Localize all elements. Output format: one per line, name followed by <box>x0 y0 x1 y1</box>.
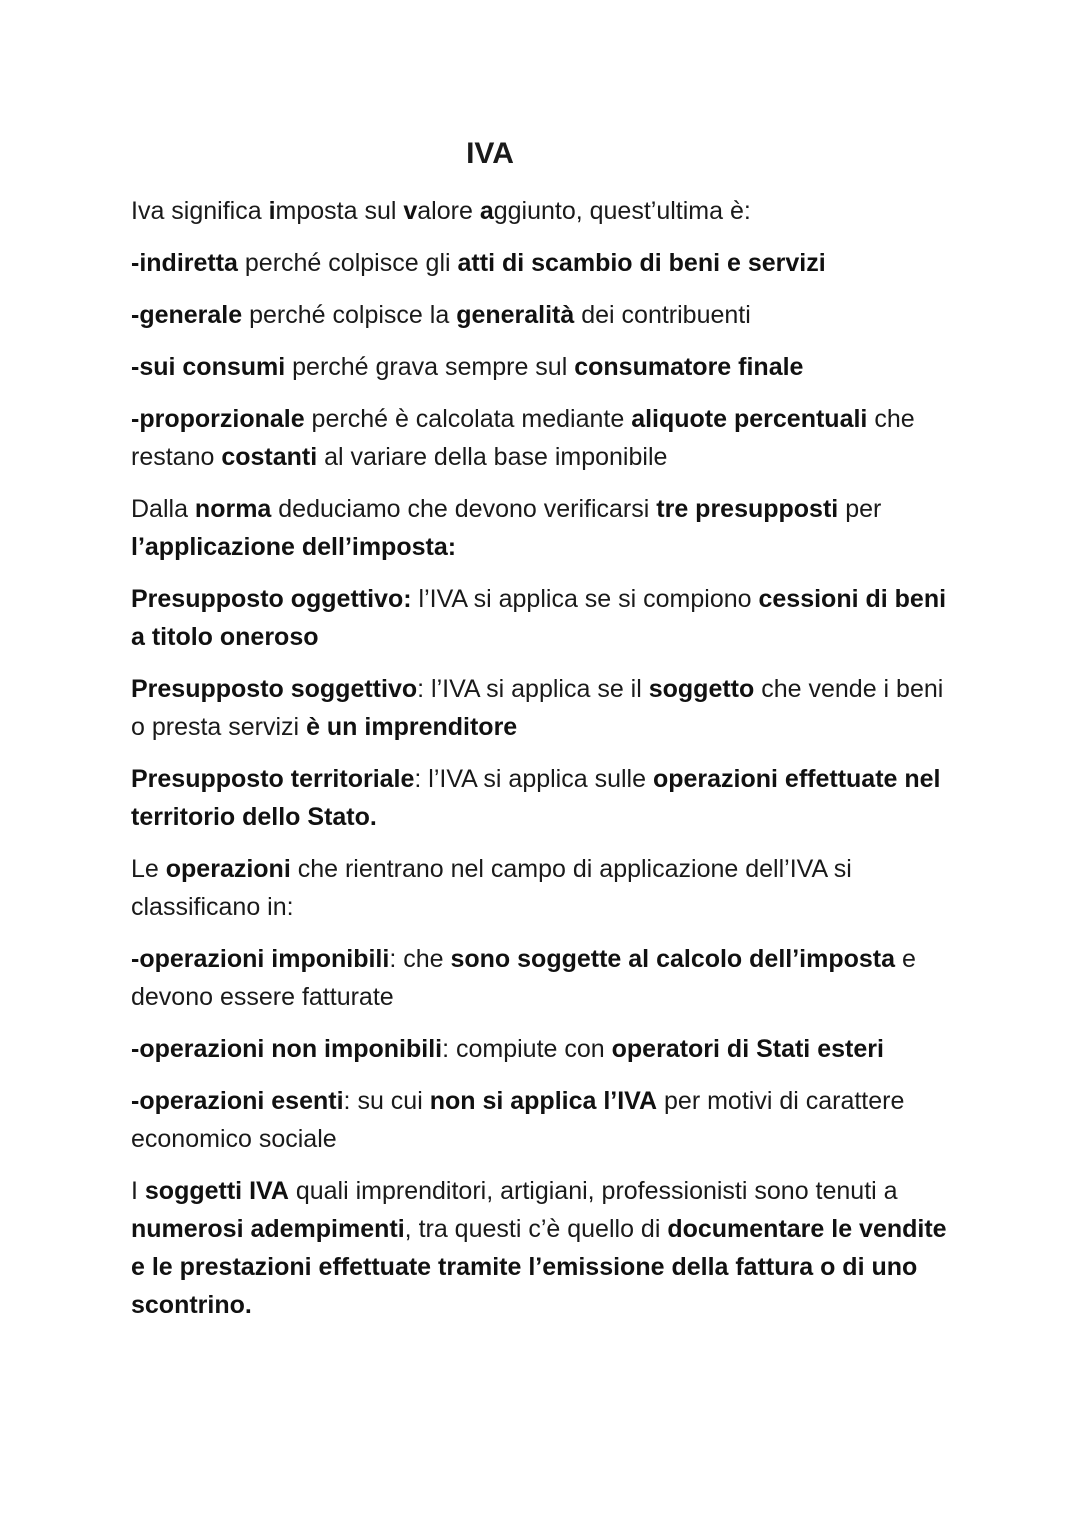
bold-text: i <box>268 197 276 225</box>
text: perché colpisce gli <box>237 249 458 277</box>
text: , tra questi c’è quello di <box>404 1215 668 1243</box>
bold-text: operatori di Stati esteri <box>611 1035 884 1063</box>
text: Dalla <box>131 495 195 523</box>
text: che restano <box>131 405 915 471</box>
text: mposta sul <box>275 197 404 225</box>
text: Le <box>131 855 166 883</box>
bold-text: -generale <box>131 301 243 329</box>
bold-text: non si applica l’IVA <box>429 1087 658 1115</box>
text: perché colpisce la <box>242 301 457 329</box>
paragraph-territoriale <box>131 760 961 836</box>
text: : compiute con <box>442 1035 612 1063</box>
bold-text: operazioni effettuate nel territorio dello Stato. <box>131 765 941 831</box>
text: che rientrano nel campo di applicazione dell’IVA si classificano in: <box>131 855 852 921</box>
text: al variare della base imponibile <box>317 443 668 471</box>
paragraph-esenti <box>131 1082 961 1158</box>
text: l’IVA si applica se si compiono <box>411 585 759 613</box>
bold-text: operazioni <box>165 855 291 883</box>
text: perché è calcolata mediante <box>304 405 632 433</box>
text: alore <box>417 197 480 225</box>
text: perché grava sempre sul <box>285 353 575 381</box>
bold-text: aliquote percentuali <box>631 405 868 433</box>
bold-text: Presupposto soggettivo <box>131 675 418 703</box>
text: deduciamo che devono verificarsi <box>271 495 657 523</box>
bold-text: -operazioni non imponibili <box>131 1035 443 1063</box>
text: : che <box>389 945 451 973</box>
text: per motivi di carattere economico sociale <box>131 1087 905 1153</box>
text: dei contribuenti <box>574 301 751 329</box>
document-title: IVA <box>466 137 514 170</box>
text: per <box>838 495 882 523</box>
paragraph-indiretta <box>131 244 961 282</box>
bold-text: documentare le vendite e le prestazioni effettuate tramite l’emissione della fattura o di uno scontrino. <box>131 1215 947 1319</box>
bold-text: costanti <box>221 443 318 471</box>
paragraph-imponibili <box>131 940 961 1016</box>
bold-text: numerosi adempimenti <box>131 1215 405 1243</box>
text: quali imprenditori, artigiani, professionisti sono tenuti a <box>288 1177 898 1205</box>
paragraph-norma <box>131 490 961 566</box>
bold-text: -indiretta <box>131 249 238 277</box>
text: che vende i beni o presta servizi <box>131 675 944 741</box>
bold-text: sono soggette al calcolo dell’imposta <box>450 945 896 973</box>
bold-text: Presupposto territoriale <box>131 765 415 793</box>
bold-text: -operazioni imponibili <box>131 945 390 973</box>
bold-text: è un imprenditore <box>306 713 518 741</box>
bold-text: consumatore finale <box>574 353 804 381</box>
bold-text: -operazioni esenti <box>131 1087 344 1115</box>
paragraph-consumi <box>131 348 961 386</box>
text: : su cui <box>343 1087 430 1115</box>
paragraph-soggetti <box>131 1172 961 1324</box>
document-body <box>131 192 961 1338</box>
bold-text: -proporzionale <box>131 405 305 433</box>
bold-text: cessioni di beni a titolo oneroso <box>131 585 947 651</box>
text: I <box>131 1177 145 1205</box>
bold-text: l’applicazione dell’imposta: <box>131 533 457 561</box>
bold-text: soggetto <box>648 675 755 703</box>
bold-text: soggetti IVA <box>144 1177 289 1205</box>
paragraph-non-imponibili <box>131 1030 961 1068</box>
text: e devono essere fatturate <box>131 945 916 1011</box>
paragraph-soggettivo <box>131 670 961 746</box>
paragraph-intro <box>131 192 961 230</box>
paragraph-oggettivo <box>131 580 961 656</box>
paragraph-generale <box>131 296 961 334</box>
bold-text: a <box>479 197 494 225</box>
paragraph-operazioni <box>131 850 961 926</box>
bold-text: generalità <box>456 301 575 329</box>
bold-text: Presupposto oggettivo: <box>131 585 412 613</box>
bold-text: norma <box>194 495 272 523</box>
text: Iva significa <box>131 197 269 225</box>
bold-text: v <box>403 197 418 225</box>
paragraph-proporzionale <box>131 400 961 476</box>
text: : l’IVA si applica sulle <box>414 765 653 793</box>
bold-text: tre presupposti <box>656 495 839 523</box>
bold-text: -sui consumi <box>131 353 286 381</box>
text: : l’IVA si applica se il <box>417 675 649 703</box>
text: ggiunto, quest’ultima è: <box>493 197 751 225</box>
bold-text: atti di scambio di beni e servizi <box>457 249 826 277</box>
